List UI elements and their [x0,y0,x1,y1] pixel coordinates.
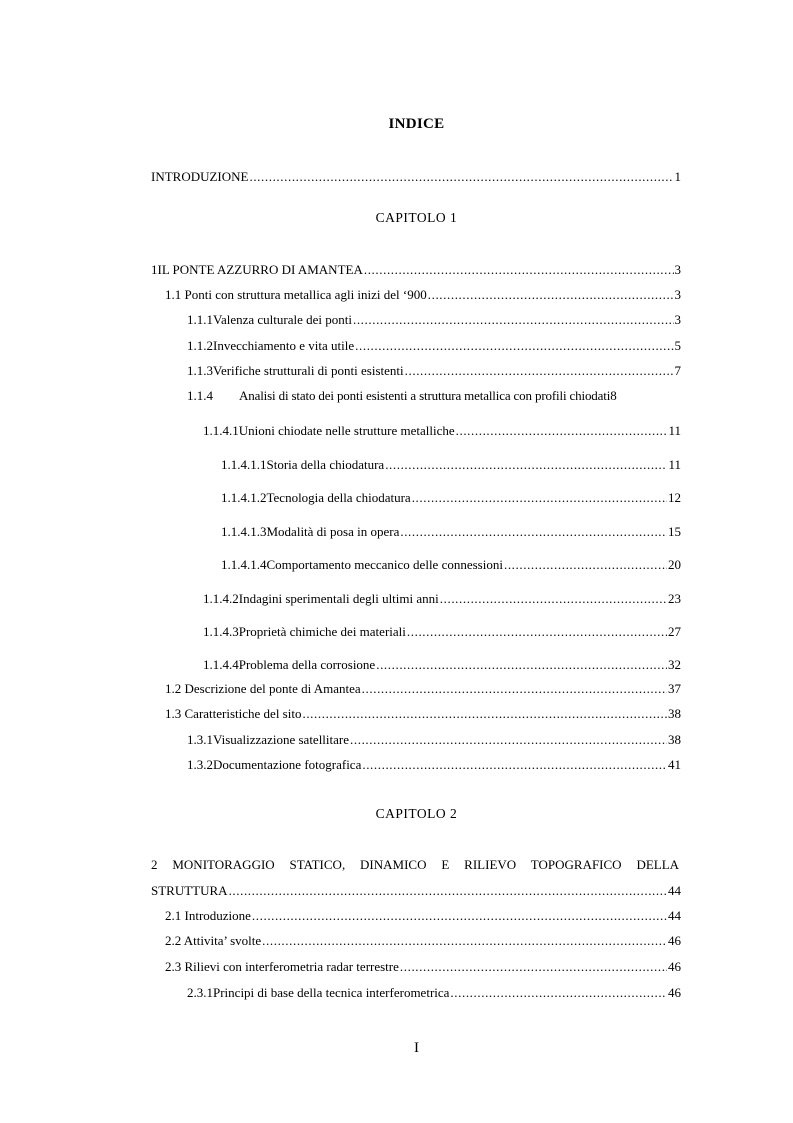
leader-dots [353,311,674,329]
toc-entry-label: Invecchiamento e vita utile [213,338,355,353]
leader-dots [405,362,674,380]
toc-entry-number: 1.1.4.1 [203,423,239,438]
toc-entry-label: Comportamento meccanico delle connessioni [266,557,503,572]
toc-entry-page: 1 [674,169,681,184]
toc-entry-label: IL PONTE AZZURRO DI AMANTEA [157,262,363,277]
toc-entry-number: 1.3.2 [187,757,213,772]
toc-entry[interactable] [221,556,681,574]
toc-entry-page: 15 [668,524,681,539]
toc-entry-label: 1.3 Caratteristiche del sito [165,706,302,721]
toc-entry-page: 20 [668,557,681,572]
toc-entry-introduzione[interactable] [151,168,681,186]
leader-dots [229,882,667,900]
toc-entry-page: 12 [668,490,681,505]
toc-entry-label: Unioni chiodate nelle strutture metalliche [238,423,455,438]
toc-word: STATICO, [289,857,346,872]
leader-dots [350,731,667,749]
toc-entry[interactable] [203,656,681,674]
toc-entry-page: 46 [668,985,681,1000]
toc-entry-label: Tecnologia della chiodatura [266,490,411,505]
toc-entry[interactable] [203,623,681,641]
toc-entry-page: 38 [668,732,681,747]
toc-entry-number: 1.1.4.2 [203,591,239,606]
toc-entry-page: 32 [668,657,681,672]
toc-entry-label: Verifiche strutturali di ponti esistenti [213,363,404,378]
toc-entry[interactable] [203,422,681,440]
leader-dots [504,556,667,574]
toc-entry-label: 1.1 Ponti con struttura metallica agli inizi del ‘900 [165,287,427,302]
toc-entry[interactable] [187,387,681,405]
leader-dots [302,705,667,723]
toc-entry-number: 1.3.1 [187,732,213,747]
toc-entry-label: STRUTTURA [151,883,228,898]
leader-dots [428,286,674,304]
toc-entry-page: 23 [668,591,681,606]
toc-entry-label: Valenza culturale dei ponti [213,312,352,327]
toc-entry-label: 1.2 Descrizione del ponte di Amantea [165,681,361,696]
toc-entry-label: Visualizzazione satellitare [213,732,350,747]
leader-dots [262,932,667,950]
toc-word: DINAMICO [360,857,427,872]
toc-entry-number: 1.1.4.3 [203,624,239,639]
toc-entry-label: Documentazione fotografica [213,757,362,772]
toc-entry-page: 3 [674,262,681,277]
toc-entry-page: 38 [668,706,681,721]
toc-entry-label: INTRODUZIONE [151,169,249,184]
toc-entry[interactable] [221,489,681,507]
toc-entry[interactable] [187,362,681,380]
toc-entry[interactable] [165,680,681,698]
toc-entry-page: 44 [668,883,681,898]
toc-word: RILIEVO [464,857,517,872]
toc-entry-number: 1.1.1 [187,312,213,327]
toc-entry-page: 44 [668,908,681,923]
leader-dots [364,261,674,279]
toc-entry-number: 1.1.4 [187,388,213,403]
toc-entry-page: 3 [674,312,681,327]
toc-entry-page: 46 [668,933,681,948]
toc-entry[interactable] [187,731,681,749]
leader-dots [249,168,673,186]
toc-entry-chapter2-line1[interactable] [151,856,679,874]
leader-dots [440,590,667,608]
leader-dots [362,680,667,698]
toc-entry-label: 2.2 Attivita’ svolte [165,933,262,948]
toc-entry-label: Proprietà chimiche dei materiali [238,624,406,639]
toc-entry-label: Indagini sperimentali degli ultimi anni [238,591,439,606]
toc-entry-label: Modalità di posa in opera [266,524,400,539]
chapter-1-heading: CAPITOLO 1 [375,210,458,225]
toc-entry-number: 1.1.4.1.2 [221,490,267,505]
toc-entry[interactable] [187,337,681,355]
index-title: INDICE [388,116,445,132]
toc-entry[interactable] [165,907,681,925]
toc-entry[interactable] [187,311,681,329]
toc-entry-number: 1.1.4.1.1 [221,457,267,472]
toc-entry-page: 5 [674,338,681,353]
toc-entry[interactable] [187,756,681,774]
toc-entry-page: 27 [668,624,681,639]
toc-entry-label: Problema della corrosione [238,657,376,672]
toc-entry[interactable] [165,705,681,723]
toc-entry-page: 3 [674,287,681,302]
toc-entry-label: 2.3 Rilievi con interferometria radar terrestre [165,959,399,974]
toc-entry[interactable] [165,286,681,304]
chapter-2-heading: CAPITOLO 2 [375,806,458,821]
toc-entry-page: 41 [668,757,681,772]
toc-entry-page: 11 [668,423,681,438]
toc-word: DELLA [636,857,680,872]
toc-entry[interactable] [165,932,681,950]
toc-entry-number: 1 [151,262,158,277]
toc-entry-number: 1.1.4.1.4 [221,557,267,572]
toc-word: TOPOGRAFICO [530,857,622,872]
leader-dots [400,958,667,976]
toc-entry[interactable] [151,261,681,279]
leader-dots [355,337,673,355]
toc-entry-page: 37 [668,681,681,696]
toc-entry-number: 1.1.4.4 [203,657,239,672]
leader-dots [252,907,667,925]
toc-word: E [441,857,450,872]
toc-entry[interactable] [165,958,681,976]
toc-entry-number: 2.3.1 [187,985,213,1000]
toc-entry-label: 2.1 Introduzione [165,908,251,923]
leader-dots [400,523,667,541]
toc-entry-page: 46 [668,959,681,974]
leader-dots [362,756,667,774]
toc-entry-number: 1.1.3 [187,363,213,378]
toc-entry-label: Storia della chiodatura [266,457,385,472]
toc-entry[interactable] [221,523,681,541]
page-number: I [414,1040,419,1056]
leader-dots [450,984,667,1002]
toc-entry-page: 7 [674,363,681,378]
leader-dots [385,456,667,474]
toc-entry-chapter2-line2[interactable] [151,882,681,900]
toc-word: MONITORAGGIO [172,857,275,872]
leader-dots [407,623,667,641]
toc-entry-page: 11 [668,457,681,472]
toc-entry[interactable] [221,456,681,474]
toc-entry-label: Principi di base della tecnica interferometrica [213,985,450,1000]
toc-entry[interactable] [187,984,681,1002]
toc-entry[interactable] [203,590,681,608]
toc-entry-number: 2 [151,857,158,872]
leader-dots [456,422,668,440]
toc-entry-number: 1.1.4.1.3 [221,524,267,539]
toc-entry-label: Analisi di stato dei ponti esistenti a struttura metallica con profili chiodati [239,388,611,403]
toc-entry-page: 8 [610,388,617,403]
leader-dots [412,489,667,507]
leader-dots [376,656,667,674]
toc-entry-number: 1.1.2 [187,338,213,353]
